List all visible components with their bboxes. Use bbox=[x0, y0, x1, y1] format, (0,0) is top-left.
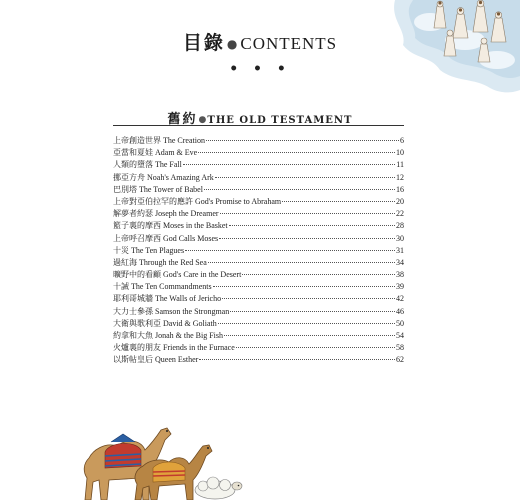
page-title-en: CONTENTS bbox=[240, 34, 338, 53]
toc-dot-leader bbox=[229, 225, 395, 226]
toc-dot-leader bbox=[208, 262, 395, 263]
toc-dot-leader bbox=[222, 298, 395, 299]
toc-entry-page: 46 bbox=[396, 306, 404, 316]
toc-dot-leader bbox=[204, 189, 395, 190]
toc-entry[interactable] bbox=[113, 196, 404, 208]
toc-entry-page: 11 bbox=[396, 160, 404, 170]
toc-dot-leader bbox=[242, 274, 395, 275]
title-separator-dot: ● bbox=[226, 37, 239, 51]
toc-entry-title: 以斯帖皇后 Queen Esther bbox=[113, 355, 199, 365]
toc-entry-title: 過紅海 Through the Red Sea bbox=[113, 257, 207, 267]
toc-entry[interactable] bbox=[113, 342, 404, 354]
toc-entry-title: 十誡 The Ten Commandments bbox=[113, 282, 212, 292]
toc-entry-page: 10 bbox=[396, 148, 404, 158]
camels-sheep-illustration bbox=[75, 420, 250, 500]
toc-entry[interactable] bbox=[113, 184, 404, 196]
section-separator-dot: ● bbox=[198, 114, 207, 125]
toc-dot-leader bbox=[199, 359, 395, 360]
toc-entry-page: 28 bbox=[396, 221, 404, 231]
toc-entry[interactable] bbox=[113, 293, 404, 305]
toc-entry-title: 挪亞方舟 Noah's Amazing Ark bbox=[113, 172, 214, 182]
toc-entry-title: 籃子裏的摩西 Moses in the Basket bbox=[113, 221, 228, 231]
toc-entry-title: 巴別塔 The Tower of Babel bbox=[113, 184, 203, 194]
toc-entry-title: 約拿和大魚 Jonah & the Big Fish bbox=[113, 331, 224, 340]
toc-entry-page: 50 bbox=[396, 318, 404, 328]
toc-entry-title: 人類的墮落 The Fall bbox=[113, 160, 182, 170]
toc-entry[interactable] bbox=[113, 172, 404, 184]
toc-list bbox=[113, 135, 404, 367]
toc-entry[interactable] bbox=[113, 330, 404, 342]
toc-entry-title: 大力士參孫 Samson the Strongman bbox=[113, 306, 230, 316]
toc-entry[interactable] bbox=[113, 233, 404, 245]
toc-entry[interactable] bbox=[113, 220, 404, 232]
toc-dot-leader bbox=[219, 238, 395, 239]
toc-entry[interactable] bbox=[113, 147, 404, 159]
toc-entry-page: 30 bbox=[396, 233, 404, 243]
toc-entry-title: 上帝創造世界 The Creation bbox=[113, 136, 205, 145]
toc-entry[interactable] bbox=[113, 318, 404, 330]
toc-entry-page: 6 bbox=[400, 136, 404, 145]
toc-entry-page: 12 bbox=[396, 172, 404, 182]
toc-dot-leader bbox=[185, 250, 395, 251]
toc-entry-page: 22 bbox=[396, 209, 404, 219]
toc-entry-page: 58 bbox=[396, 343, 404, 353]
toc-dot-leader bbox=[206, 140, 399, 141]
toc-entry-page: 54 bbox=[396, 331, 404, 340]
section-divider bbox=[113, 125, 404, 126]
toc-entry-title: 火爐裏的朋友 Friends in the Furnace bbox=[113, 343, 235, 353]
toc-entry-title: 上帝呼召摩西 God Calls Moses bbox=[113, 233, 219, 243]
toc-entry-title: 十災 The Ten Plagues bbox=[113, 245, 185, 255]
toc-entry-page: 62 bbox=[396, 355, 404, 365]
toc-entry-page: 39 bbox=[396, 282, 404, 292]
toc-dot-leader bbox=[215, 177, 395, 178]
toc-entry-page: 20 bbox=[396, 196, 404, 206]
toc-entry-page: 31 bbox=[396, 245, 404, 255]
toc-dot-leader bbox=[198, 152, 395, 153]
section-heading-zh: 舊約 bbox=[167, 112, 198, 127]
toc-dot-leader bbox=[183, 164, 395, 165]
toc-entry-title: 大衛與歌利亞 David & Goliath bbox=[113, 318, 217, 328]
toc-entry-title: 解夢者約瑟 Joseph the Dreamer bbox=[113, 209, 219, 219]
title-ornament: • • • bbox=[229, 61, 291, 77]
toc-dot-leader bbox=[213, 286, 395, 287]
toc-entry[interactable] bbox=[113, 281, 404, 293]
toc-entry-title: 亞當和夏娃 Adam & Eve bbox=[113, 148, 198, 158]
toc-dot-leader bbox=[224, 335, 395, 336]
toc-entry-title: 耶利哥城牆 The Walls of Jericho bbox=[113, 294, 222, 304]
toc-entry-title: 上帝對亞伯拉罕的應許 God's Promise to Abraham bbox=[113, 196, 282, 206]
toc-entry[interactable] bbox=[113, 135, 404, 147]
sheep-icon bbox=[195, 477, 242, 499]
toc-entry[interactable] bbox=[113, 306, 404, 318]
toc-entry-page: 38 bbox=[396, 270, 404, 280]
toc-entry[interactable] bbox=[113, 208, 404, 220]
toc-entry-title: 曠野中的看顧 God's Care in the Desert bbox=[113, 270, 242, 280]
contents-header bbox=[0, 28, 520, 77]
toc-entry[interactable] bbox=[113, 159, 404, 171]
toc-dot-leader bbox=[282, 201, 395, 202]
toc-entry[interactable] bbox=[113, 269, 404, 281]
toc-dot-leader bbox=[220, 213, 395, 214]
toc-dot-leader bbox=[218, 323, 395, 324]
toc-entry-page: 16 bbox=[396, 184, 404, 194]
toc-entry[interactable] bbox=[113, 257, 404, 269]
toc-entry-page: 34 bbox=[396, 257, 404, 267]
page-title-zh: 目錄 bbox=[182, 32, 225, 54]
toc-dot-leader bbox=[230, 311, 395, 312]
section-heading-en: THE OLD TESTAMENT bbox=[207, 115, 353, 126]
toc-entry[interactable] bbox=[113, 245, 404, 257]
toc-dot-leader bbox=[236, 347, 395, 348]
page-title bbox=[0, 28, 520, 55]
toc-entry[interactable] bbox=[113, 354, 404, 366]
toc-entry-page: 42 bbox=[396, 294, 404, 304]
